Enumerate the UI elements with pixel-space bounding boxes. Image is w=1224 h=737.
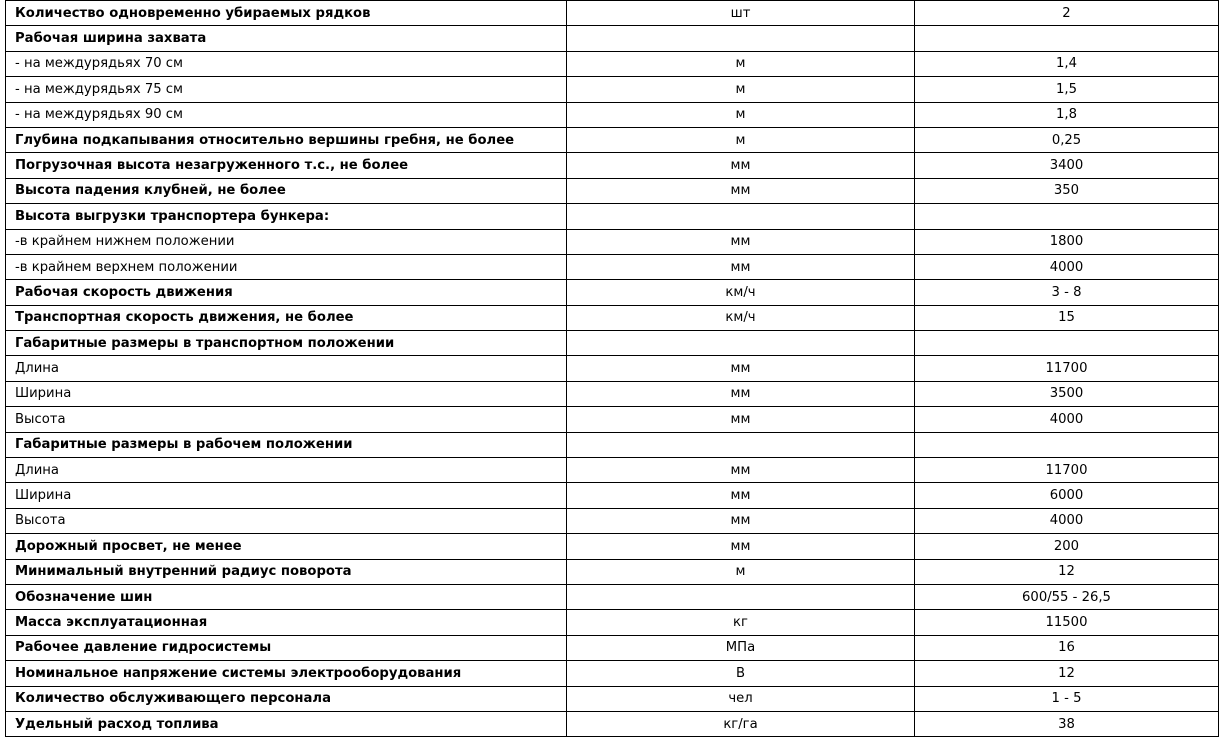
parameter-value-cell: 12 xyxy=(915,661,1219,686)
table-row xyxy=(6,331,1219,356)
parameter-unit-cell: м xyxy=(567,127,915,152)
table-row xyxy=(6,153,1219,178)
table-row xyxy=(6,51,1219,76)
parameter-unit-cell xyxy=(567,432,915,457)
parameter-name-cell: Глубина подкапывания относительно вершины гребня, не более xyxy=(6,127,567,152)
parameter-name-cell: Транспортная скорость движения, не более xyxy=(6,305,567,330)
parameter-value-cell: 1,5 xyxy=(915,77,1219,102)
parameter-value-cell: 6000 xyxy=(915,483,1219,508)
table-row xyxy=(6,686,1219,711)
parameter-value-cell: 38 xyxy=(915,711,1219,736)
table-row xyxy=(6,77,1219,102)
parameter-value-cell: 600/55 - 26,5 xyxy=(915,584,1219,609)
parameter-value-cell xyxy=(915,432,1219,457)
table-row xyxy=(6,534,1219,559)
parameter-name-cell: Длина xyxy=(6,458,567,483)
parameter-name-cell: -в крайнем верхнем положении xyxy=(6,254,567,279)
parameter-unit-cell: км/ч xyxy=(567,305,915,330)
parameter-value-cell: 3 - 8 xyxy=(915,280,1219,305)
parameter-name-cell: - на междурядьях 75 см xyxy=(6,77,567,102)
parameter-value-cell: 11700 xyxy=(915,458,1219,483)
parameter-unit-cell: В xyxy=(567,661,915,686)
parameter-value-cell: 11700 xyxy=(915,356,1219,381)
table-row xyxy=(6,178,1219,203)
table-row xyxy=(6,102,1219,127)
parameter-unit-cell: мм xyxy=(567,153,915,178)
parameter-unit-cell: мм xyxy=(567,229,915,254)
parameter-unit-cell xyxy=(567,331,915,356)
table-row xyxy=(6,26,1219,51)
parameter-name-cell: Высота выгрузки транспортера бункера: xyxy=(6,204,567,229)
table-row xyxy=(6,508,1219,533)
parameter-name-cell: Ширина xyxy=(6,381,567,406)
parameter-name-cell: Минимальный внутренний радиус поворота xyxy=(6,559,567,584)
parameter-name-cell: - на междурядьях 70 см xyxy=(6,51,567,76)
table-row xyxy=(6,559,1219,584)
parameter-unit-cell: мм xyxy=(567,407,915,432)
table-row xyxy=(6,305,1219,330)
parameter-name-cell: Масса эксплуатационная xyxy=(6,610,567,635)
parameter-value-cell: 0,25 xyxy=(915,127,1219,152)
parameter-name-cell: Удельный расход топлива xyxy=(6,711,567,736)
parameter-name-cell: Обозначение шин xyxy=(6,584,567,609)
table-row xyxy=(6,127,1219,152)
parameter-unit-cell: кг/га xyxy=(567,711,915,736)
parameter-value-cell: 1,4 xyxy=(915,51,1219,76)
parameter-value-cell: 4000 xyxy=(915,508,1219,533)
parameter-value-cell: 1 - 5 xyxy=(915,686,1219,711)
parameter-name-cell: Высота xyxy=(6,508,567,533)
parameter-unit-cell: м xyxy=(567,51,915,76)
parameter-name-cell: Высота xyxy=(6,407,567,432)
parameter-unit-cell: мм xyxy=(567,178,915,203)
parameter-unit-cell: шт xyxy=(567,1,915,26)
parameter-name-cell: -в крайнем нижнем положении xyxy=(6,229,567,254)
parameter-value-cell: 3400 xyxy=(915,153,1219,178)
parameter-unit-cell: мм xyxy=(567,483,915,508)
parameter-value-cell xyxy=(915,26,1219,51)
table-row xyxy=(6,254,1219,279)
parameter-unit-cell: мм xyxy=(567,534,915,559)
parameter-name-cell: Номинальное напряжение системы электрооборудования xyxy=(6,661,567,686)
table-row xyxy=(6,356,1219,381)
table-row xyxy=(6,229,1219,254)
parameter-value-cell: 3500 xyxy=(915,381,1219,406)
specifications-table-container xyxy=(5,0,1218,737)
parameter-value-cell: 4000 xyxy=(915,254,1219,279)
parameter-unit-cell: км/ч xyxy=(567,280,915,305)
parameter-unit-cell: МПа xyxy=(567,635,915,660)
parameter-unit-cell: м xyxy=(567,77,915,102)
parameter-name-cell: Габаритные размеры в транспортном положении xyxy=(6,331,567,356)
parameter-name-cell: Количество обслуживающего персонала xyxy=(6,686,567,711)
parameter-unit-cell: м xyxy=(567,559,915,584)
table-row xyxy=(6,635,1219,660)
parameter-name-cell: Габаритные размеры в рабочем положении xyxy=(6,432,567,457)
parameter-unit-cell: чел xyxy=(567,686,915,711)
parameter-value-cell: 15 xyxy=(915,305,1219,330)
parameter-name-cell: - на междурядьях 90 см xyxy=(6,102,567,127)
parameter-value-cell: 11500 xyxy=(915,610,1219,635)
table-row xyxy=(6,381,1219,406)
parameter-value-cell xyxy=(915,331,1219,356)
table-row xyxy=(6,432,1219,457)
parameter-value-cell xyxy=(915,204,1219,229)
parameter-name-cell: Погрузочная высота незагруженного т.с., не более xyxy=(6,153,567,178)
table-row xyxy=(6,584,1219,609)
table-row xyxy=(6,711,1219,736)
table-row xyxy=(6,407,1219,432)
parameter-unit-cell: мм xyxy=(567,458,915,483)
parameter-unit-cell: м xyxy=(567,102,915,127)
parameter-unit-cell xyxy=(567,26,915,51)
table-row xyxy=(6,661,1219,686)
parameter-name-cell: Рабочее давление гидросистемы xyxy=(6,635,567,660)
parameter-name-cell: Количество одновременно убираемых рядков xyxy=(6,1,567,26)
parameter-value-cell: 200 xyxy=(915,534,1219,559)
parameter-value-cell: 350 xyxy=(915,178,1219,203)
specifications-table xyxy=(5,0,1219,737)
table-row xyxy=(6,610,1219,635)
parameter-name-cell: Рабочая скорость движения xyxy=(6,280,567,305)
parameter-unit-cell: мм xyxy=(567,254,915,279)
table-row xyxy=(6,458,1219,483)
table-row xyxy=(6,280,1219,305)
specifications-table-body xyxy=(6,1,1219,737)
parameter-value-cell: 16 xyxy=(915,635,1219,660)
parameter-name-cell: Длина xyxy=(6,356,567,381)
parameter-value-cell: 1,8 xyxy=(915,102,1219,127)
parameter-unit-cell: мм xyxy=(567,381,915,406)
table-row xyxy=(6,204,1219,229)
parameter-value-cell: 12 xyxy=(915,559,1219,584)
parameter-unit-cell: мм xyxy=(567,508,915,533)
table-row xyxy=(6,483,1219,508)
parameter-unit-cell: кг xyxy=(567,610,915,635)
table-row xyxy=(6,1,1219,26)
parameter-name-cell: Высота падения клубней, не более xyxy=(6,178,567,203)
parameter-unit-cell xyxy=(567,204,915,229)
parameter-value-cell: 2 xyxy=(915,1,1219,26)
parameter-unit-cell: мм xyxy=(567,356,915,381)
parameter-name-cell: Рабочая ширина захвата xyxy=(6,26,567,51)
parameter-value-cell: 4000 xyxy=(915,407,1219,432)
parameter-name-cell: Дорожный просвет, не менее xyxy=(6,534,567,559)
parameter-name-cell: Ширина xyxy=(6,483,567,508)
parameter-unit-cell xyxy=(567,584,915,609)
parameter-value-cell: 1800 xyxy=(915,229,1219,254)
